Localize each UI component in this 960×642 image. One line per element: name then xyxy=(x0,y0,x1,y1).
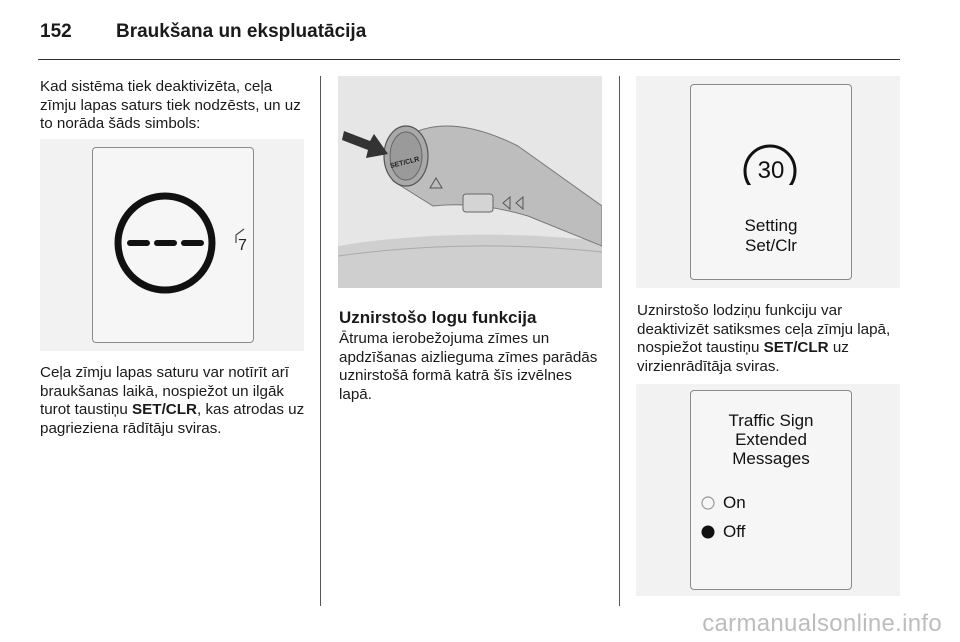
page-number: 152 xyxy=(40,21,72,42)
symbol-label: 7 xyxy=(238,237,247,254)
traffic-sign-menu-figure xyxy=(636,384,900,596)
option-off-label: Off xyxy=(723,522,746,541)
setting-label: Setting xyxy=(744,216,798,235)
option-on-label: On xyxy=(723,493,746,512)
speed-limit-value: 30 xyxy=(757,157,785,184)
lever-figure xyxy=(338,76,602,288)
turn-signal-lever-icon xyxy=(338,76,602,288)
paragraph-deactivate-popup: Uznirstošo lodziņu funkciju var deaktivizēt satiksmes ceļa zīmju lapā, nospiežot taustiņu SET/CLR uz virzienrādītāja sviras. xyxy=(637,302,891,375)
setting-sub-label: Set/Clr xyxy=(745,236,797,255)
menu-title-line2: Extended xyxy=(735,430,807,449)
radio-selected-icon xyxy=(700,524,716,540)
section-heading: Uznirstošo logu funkcija xyxy=(339,308,537,327)
paragraph-popup: Ātruma ierobežojuma zīmes un apdzīšanas aizlieguma zīmes parādās uznirstošā formā katrā šīs izvēlnes lapā. xyxy=(339,330,598,403)
menu-title-line3: Messages xyxy=(732,449,810,468)
radio-unselected-icon xyxy=(700,495,716,511)
symbol-figure xyxy=(40,139,304,351)
header-rule xyxy=(38,59,900,60)
paragraph-deactivation: Kad sistēma tiek deaktivizēta, ceļa zīmju lapas saturs tiek nodzēsts, un uz to norāda šāds simbols: xyxy=(40,78,301,133)
setting-figure xyxy=(636,76,900,288)
column-divider xyxy=(320,76,321,606)
chapter-title: Braukšana un ekspluatācija xyxy=(116,21,367,42)
paragraph-clear: Ceļa zīmju lapas saturu var notīrīt arī braukšanas laikā, nospiežot un ilgāk turot taustiņu SET/CLR, kas atrodas uz pagrieziena rādītāju sviras. xyxy=(40,364,305,437)
column-divider xyxy=(619,76,620,606)
watermark: carmanualsonline.info xyxy=(702,610,942,637)
no-speed-limit-info-icon xyxy=(40,139,304,351)
menu-title-line1: Traffic Sign xyxy=(728,411,814,430)
lever-button-label: SET/CLR xyxy=(389,156,421,171)
